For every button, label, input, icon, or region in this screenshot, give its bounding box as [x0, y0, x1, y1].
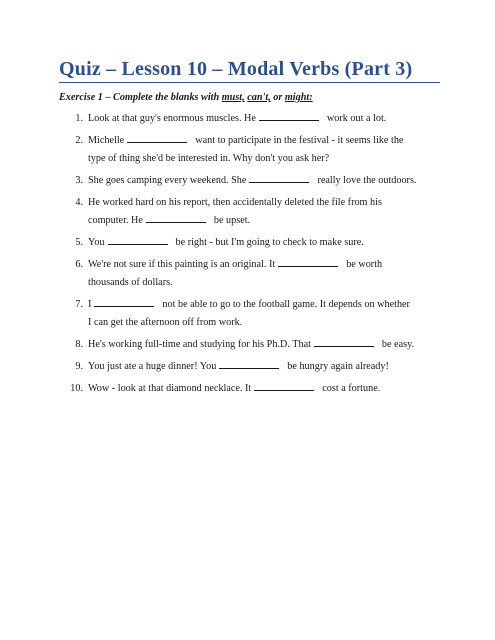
question-number: 7. — [75, 299, 83, 310]
answer-blank[interactable] — [254, 381, 314, 391]
answer-blank[interactable] — [108, 235, 168, 245]
answer-blank[interactable] — [94, 297, 154, 307]
question-text: thousands of dollars. — [88, 277, 173, 289]
question-text: You — [88, 237, 105, 248]
question-number: 10. — [70, 382, 83, 394]
question-item — [68, 358, 448, 376]
question-text: work out a lot. — [326, 113, 387, 124]
question-text: want to participate in the festival - it seems like the — [195, 134, 404, 146]
question-text: I — [88, 299, 92, 310]
question-number: 3. — [75, 175, 83, 186]
question-item — [68, 336, 448, 354]
option-cant: can't, — [247, 92, 271, 103]
question-number: 9. — [75, 361, 83, 372]
instructions-prefix: Exercise 1 – Complete the blanks with — [59, 92, 222, 103]
question-item — [68, 256, 448, 293]
answer-blank[interactable] — [249, 173, 309, 183]
answer-blank[interactable] — [278, 257, 338, 267]
question-item — [68, 172, 448, 190]
question-text: We're not sure if this painting is an original. It — [88, 258, 276, 270]
option-must: must, — [221, 92, 245, 103]
answer-blank[interactable] — [314, 337, 374, 347]
question-number: 8. — [75, 339, 83, 351]
question-item — [68, 110, 448, 128]
question-text: cost a fortune. — [322, 382, 381, 394]
question-text: be hungry again already! — [287, 361, 389, 372]
question-text: You just ate a huge dinner! You — [88, 361, 217, 372]
answer-blank[interactable] — [127, 133, 187, 143]
exercise-instructions — [59, 92, 313, 103]
question-item — [68, 296, 448, 333]
title-divider — [59, 82, 440, 83]
question-text: computer. He — [88, 215, 143, 227]
instructions-or: or — [270, 92, 285, 103]
question-text: type of thing she'd be interested in. Why don't you ask her? — [88, 153, 330, 165]
option-might: might: — [284, 92, 313, 103]
answer-blank[interactable] — [146, 213, 206, 223]
question-item — [68, 132, 448, 169]
question-item — [68, 380, 448, 398]
question-list — [68, 110, 448, 402]
question-text: be easy. — [381, 339, 415, 351]
question-text: Michelle — [88, 134, 125, 146]
question-text: be upset. — [213, 215, 251, 227]
question-text: I can get the afternoon off from work. — [88, 317, 243, 329]
answer-blank[interactable] — [259, 111, 319, 121]
question-text: really love the outdoors. — [317, 175, 417, 186]
question-text: She goes camping every weekend. She — [88, 175, 247, 186]
question-text: not be able to go to the football game. It depends on whether — [162, 299, 410, 310]
page-title: Quiz – Lesson 10 – Modal Verbs (Part 3) — [59, 58, 413, 80]
question-item — [68, 234, 448, 252]
question-item — [68, 194, 448, 231]
question-number: 1. — [75, 113, 83, 124]
question-number: 4. — [75, 196, 83, 208]
question-text: Wow - look at that diamond necklace. It — [88, 382, 252, 394]
question-text: He's working full-time and studying for his Ph.D. That — [88, 339, 311, 351]
question-number: 6. — [75, 258, 83, 270]
question-number: 5. — [75, 237, 83, 248]
question-number: 2. — [75, 134, 83, 146]
question-text: be right - but I'm going to check to make sure. — [175, 237, 364, 248]
question-text: Look at that guy's enormous muscles. He — [88, 113, 256, 124]
question-text: He worked hard on his report, then accidentally deleted the file from his — [88, 196, 382, 208]
answer-blank[interactable] — [219, 359, 279, 369]
question-text: be worth — [346, 258, 383, 270]
